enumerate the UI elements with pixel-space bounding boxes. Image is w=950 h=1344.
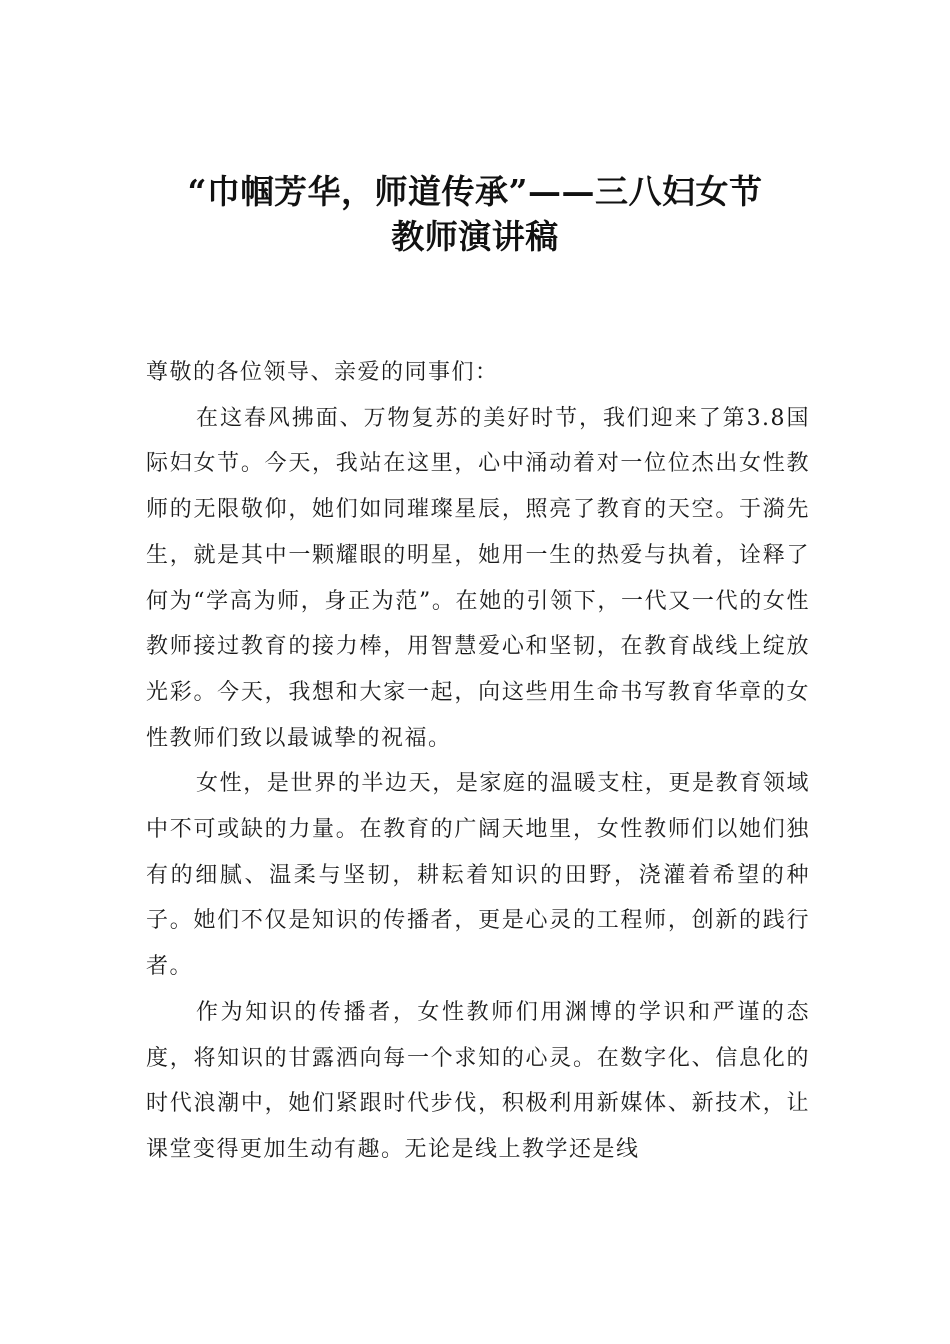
document-body [146,350,810,1173]
document-title-line-1: “巾帼芳华，师道传承”——三八妇女节 [187,172,763,211]
salutation: 尊敬的各位领导、亲爱的同事们： [146,360,499,385]
document-title-line-2: 教师演讲稿 [391,217,559,256]
paragraph-2: 女性，是世界的半边天，是家庭的温暖支柱，更是教育领域中不可或缺的力量。在教育的广阔天地里，女性教师们以她们独有的细腻、温柔与坚韧，耕耘着知识的田野，浇灌着希望的种子。她们不仅是知识的传播者，更是心灵的工程师，创新的践行者。 [146,771,810,980]
paragraph-3: 作为知识的传播者，女性教师们用渊博的学识和严谨的态度，将知识的甘露洒向每一个求知的心灵。在数字化、信息化的时代浪潮中，她们紧跟时代步伐，积极利用新媒体、新技术，让课堂变得更加生动有趣。无论是线上教学还是线 [146,999,810,1162]
paragraph-1: 在这春风拂面、万物复苏的美好时节，我们迎来了第3.8国际妇女节。今天，我站在这里，心中涌动着对一位位杰出女性教师的无限敬仰，她们如同璀璨星辰，照亮了教育的天空。于漪先生，就是其中一颗耀眼的明星，她用一生的热爱与执着，诠释了何为“学高为师，身正为范”。在她的引领下，一代又一代的女性教师接过教育的接力棒，用智慧爱心和坚韧，在教育战线上绽放光彩。今天，我想和大家一起，向这些用生命书写教育华章的女性教师们致以最诚挚的祝福。 [146,405,810,751]
